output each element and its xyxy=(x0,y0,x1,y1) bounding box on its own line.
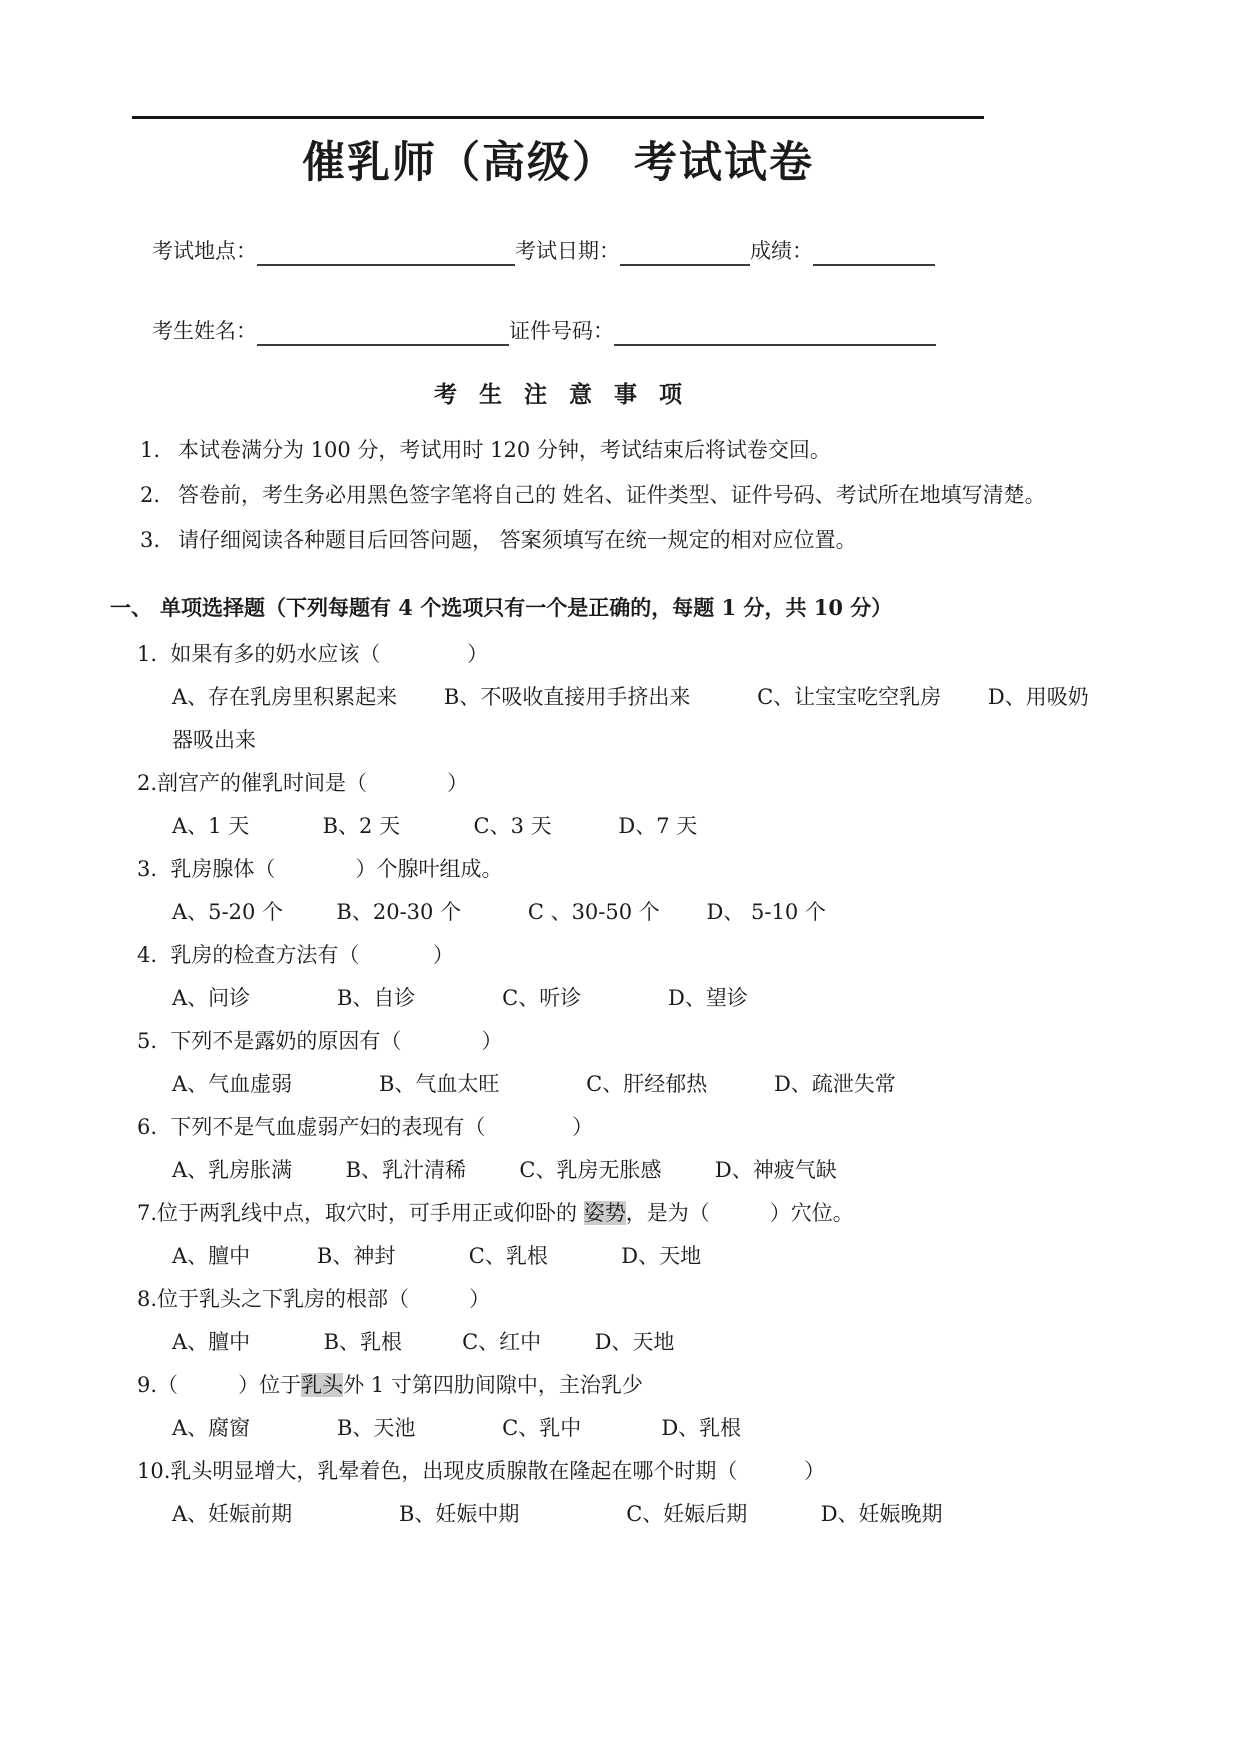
question-text xyxy=(132,1456,1118,1486)
question-options: A、腐窗 B、天池 C、乳中 D、乳根 xyxy=(172,1416,742,1440)
question-text-segment: 4. 乳房的检查方法有（ ） xyxy=(137,943,454,967)
question-text xyxy=(132,1370,1118,1400)
question-options: A、5-20 个 B、20-30 个 C 、30-50 个 D、 5-10 个 xyxy=(172,900,826,924)
notice-item xyxy=(140,435,1118,465)
notice-item-number: 3. xyxy=(140,528,161,552)
question-text xyxy=(132,1284,1118,1314)
highlighted-word: 乳头 xyxy=(301,1373,344,1397)
question-text xyxy=(132,1026,1118,1056)
section-number: 一、 xyxy=(110,595,152,620)
question-text-segment: 7.位于两乳线中点，取穴时，可手用正或仰卧的 xyxy=(137,1201,584,1225)
question-text-segment: 8.位于乳头之下乳房的根部（ ） xyxy=(137,1287,491,1311)
notice-item-text: 答卷前，考生务必用黑色签字笔将自己的 姓名、证件类型、证件号码、考试所在地填写清楚。 xyxy=(178,483,1046,507)
score-label: 成绩： xyxy=(750,239,813,263)
question-text-segment: 3. 乳房腺体（ ）个腺叶组成。 xyxy=(137,857,503,881)
notice-item-text: 请仔细阅读各种题目后回答问题， 答案须填写在统一规定的相对应位置。 xyxy=(178,528,857,552)
question-options: A、存在乳房里积累起来 B、不吸收直接用手挤出来 C、让宝宝吃空乳房 D、用吸奶 xyxy=(172,685,1089,709)
question-text xyxy=(132,768,1118,798)
exam-date-label: 考试日期： xyxy=(515,239,620,263)
question-block-5 xyxy=(132,1026,1118,1099)
question-text-segment: 5. 下列不是露奶的原因有（ ） xyxy=(137,1029,503,1053)
question-text-segment: 2.剖宫产的催乳时间是（ ） xyxy=(137,771,469,795)
section-title: 单项选择题（下列每题有 4 个选项只有一个是正确的，每题 1 分，共 10 分） xyxy=(160,595,893,620)
question-block-7 xyxy=(132,1198,1118,1271)
exam-location-fill-line xyxy=(257,238,515,266)
question-options-continuation: 器吸出来 xyxy=(172,728,256,752)
notice-item-number: 2. xyxy=(140,483,161,507)
question-block-8 xyxy=(132,1284,1118,1357)
exam-info-fields xyxy=(132,234,1118,346)
question-block-9 xyxy=(132,1370,1118,1443)
notice-item xyxy=(140,480,1118,510)
question-options: A、妊娠前期 B、妊娠中期 C、妊娠后期 D、妊娠晚期 xyxy=(172,1502,943,1526)
candidate-name-label: 考生姓名： xyxy=(152,319,257,343)
question-text-segment: 外 1 寸第四肋间隙中，主治乳少 xyxy=(343,1373,643,1397)
notice-item xyxy=(140,525,1118,555)
section-heading xyxy=(110,593,1118,623)
exam-location-label: 考试地点： xyxy=(152,239,257,263)
question-block-4 xyxy=(132,940,1118,1013)
exam-info-row-2 xyxy=(152,314,1118,346)
exam-date-fill-line xyxy=(620,238,750,266)
question-text xyxy=(132,1112,1118,1142)
question-text xyxy=(132,639,1118,669)
exam-info-row-1 xyxy=(152,234,1118,266)
question-options: A、气血虚弱 B、气血太旺 C、肝经郁热 D、疏泄失常 xyxy=(172,1072,896,1096)
question-block-10 xyxy=(132,1456,1118,1529)
question-options: A、问诊 B、自诊 C、听诊 D、望诊 xyxy=(172,986,748,1010)
id-number-label: 证件号码： xyxy=(509,319,614,343)
question-options: A、膻中 B、神封 C、乳根 D、天地 xyxy=(172,1244,702,1268)
question-text-segment: 9.（ ）位于 xyxy=(137,1373,302,1397)
question-options: A、1 天 B、2 天 C、3 天 D、7 天 xyxy=(172,814,698,838)
question-block-3 xyxy=(132,854,1118,927)
question-text xyxy=(132,854,1118,884)
notice-section xyxy=(132,376,1118,555)
question-text xyxy=(132,940,1118,970)
question-block-6 xyxy=(132,1112,1118,1185)
question-text xyxy=(132,1198,1118,1228)
single-choice-section xyxy=(110,593,1118,1529)
question-options: A、乳房胀满 B、乳汁清稀 C、乳房无胀感 D、神疲气缺 xyxy=(172,1158,837,1182)
header-divider xyxy=(132,116,984,119)
question-block-1 xyxy=(132,639,1118,755)
question-options: A、膻中 B、乳根 C、红中 D、天地 xyxy=(172,1330,675,1354)
id-number-fill-line xyxy=(614,318,936,346)
notice-heading: 考 生 注 意 事 项 xyxy=(433,381,683,408)
question-block-2 xyxy=(132,768,1118,841)
notice-item-number: 1. xyxy=(140,438,161,462)
question-text-segment: 10.乳头明显增大，乳晕着色，出现皮质腺散在隆起在哪个时期（ ） xyxy=(137,1459,826,1483)
question-text-segment: 6. 下列不是气血虚弱产妇的表现有（ ） xyxy=(137,1115,594,1139)
page-title: 催乳师（高级） 考试试卷 xyxy=(302,138,814,188)
highlighted-word: 姿势 xyxy=(583,1201,626,1225)
score-fill-line xyxy=(813,238,935,266)
notice-items xyxy=(132,435,1118,555)
notice-item-text: 本试卷满分为 100 分，考试用时 120 分钟，考试结束后将试卷交回。 xyxy=(178,438,831,462)
document-header xyxy=(132,116,984,190)
question-text-segment: ，是为（ ）穴位。 xyxy=(625,1201,854,1225)
candidate-name-fill-line xyxy=(257,318,509,346)
question-text-segment: 1. 如果有多的奶水应该（ ） xyxy=(137,642,489,666)
